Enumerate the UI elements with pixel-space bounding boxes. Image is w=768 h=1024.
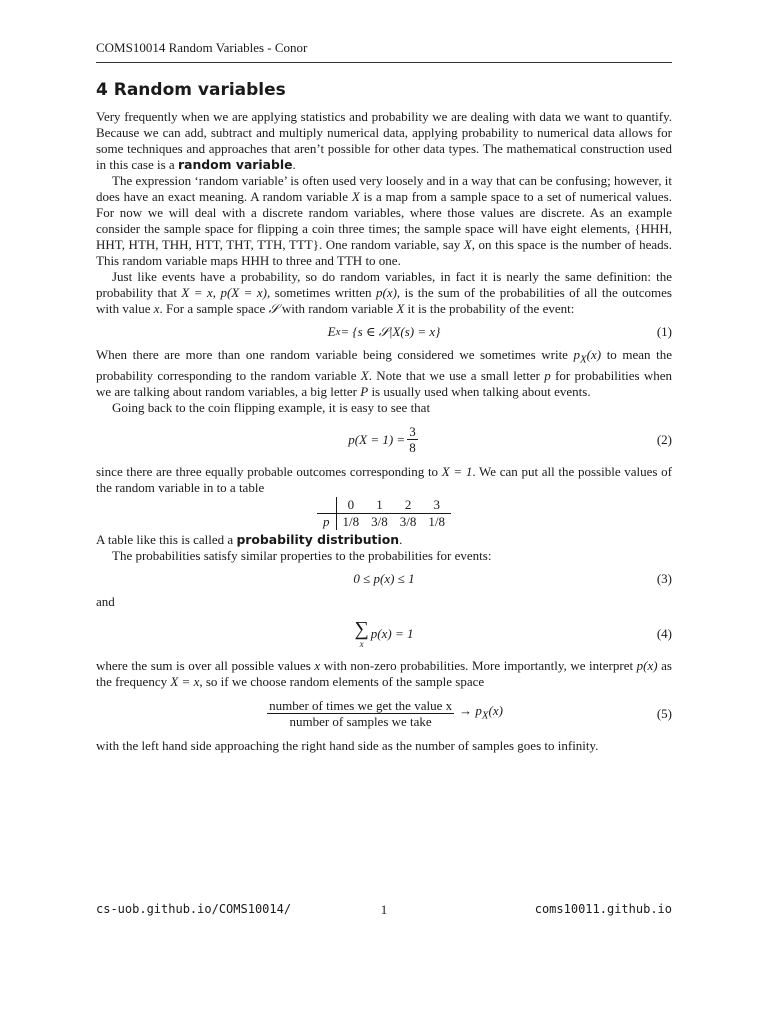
equation-number: (1) <box>656 324 672 339</box>
term-probability-distribution: probability distribution <box>236 531 400 547</box>
table-row <box>317 514 451 531</box>
math-var: X <box>360 367 369 383</box>
limit-arrow-expression <box>459 703 503 724</box>
equation-number: (2) <box>656 431 672 447</box>
equation-5 <box>96 690 672 738</box>
math-inline: p(x) <box>375 285 397 300</box>
math-var: X <box>463 237 472 252</box>
text-run: , is the sum of the probabilities of all the outcomes with value <box>96 285 672 316</box>
math-expression: 0 ≤ p(x) ≤ 1 <box>353 570 415 586</box>
table-corner-cell <box>317 497 336 514</box>
equation-4 <box>96 610 672 658</box>
paragraph-conclusion: with the left hand side approaching the right hand side as the number of samples goes to infinity. <box>96 737 599 753</box>
fraction-numerator: 3 <box>409 424 416 440</box>
paragraph-probability <box>96 269 672 317</box>
math-expression: → p <box>459 703 482 719</box>
fraction-denominator: 8 <box>409 440 416 456</box>
page-number: 1 <box>380 902 388 917</box>
math-var: x <box>153 301 160 316</box>
math-subscript: x <box>335 326 341 338</box>
text-run: with non-zero probabilities. More importantly, we interpret <box>320 657 637 673</box>
paragraph-and: and <box>96 593 115 609</box>
math-var: P <box>360 383 369 399</box>
paragraph-notation <box>96 347 672 400</box>
text-run: for probabilities when we are talking about random variables, a big letter <box>96 367 673 399</box>
table-cell: 3/8 <box>399 514 417 530</box>
text-run: to mean the probability corresponding to the random variable <box>96 347 672 383</box>
table-header-row <box>317 497 451 514</box>
table-row-label: p <box>317 514 336 531</box>
footer-site-link[interactable]: coms10011.github.io <box>534 902 672 916</box>
distribution-table-wrap <box>96 496 672 532</box>
summation-index: x <box>359 638 364 649</box>
text-run: . Note that we use a small letter <box>368 367 545 383</box>
math-subscript: X <box>580 353 587 366</box>
paragraph-properties: The probabilities satisfy similar properties to the probabilities for events: <box>112 547 492 563</box>
paragraph-frequency <box>96 658 672 690</box>
text-run: Just like events have a probability, so do random variables, in fact it is nearly the same definition: the probability that <box>96 269 672 300</box>
text-run: , so if we choose random elements of the sample space <box>199 673 485 689</box>
text-run: Very frequently when we are applying statistics and probability we are dealing with data we want to quantify. Because we can add, subtract and multiply numerical data, applying probability to numerical data allows for some techniques and approaches that aren’t possible for other data types. The mathematical construction used in this case is a <box>96 109 672 172</box>
term-random-variable: random variable <box>177 157 293 172</box>
text-run: . We can put all the possible values of the random variable in to a table <box>96 463 673 495</box>
text-run: , <box>212 285 221 300</box>
math-subscript: X <box>481 709 489 722</box>
equation-1 <box>96 317 672 347</box>
math-inline: X = x <box>181 285 213 300</box>
text-run: it is the probability of the event: <box>404 301 575 316</box>
text-run: The expression ‘random variable’ is often used very loosely and in a way that can be confusing; however, it does have an exact meaning. A random variable <box>96 173 672 204</box>
text-run: , on this space is the number of heads. This random variable maps HHH to three and TTH to one. <box>96 237 672 268</box>
math-var: (x) <box>488 703 503 719</box>
table-header-cell: 0 <box>336 497 365 514</box>
document-page <box>96 0 672 1024</box>
fraction <box>407 424 418 455</box>
math-var: X <box>351 189 360 204</box>
math-expression: p(x) = 1 <box>370 625 414 641</box>
math-var: 𝒮 <box>268 301 279 316</box>
math-var: p <box>544 367 551 383</box>
math-inline: p(X = x) <box>220 285 267 300</box>
text-run: When there are more than one random variable being considered we sometimes write <box>96 347 574 362</box>
text-run: A table like this is called a <box>96 531 237 547</box>
math-var: x <box>314 657 321 673</box>
sigma-symbol: ∑ <box>354 617 369 640</box>
text-run: since there are three equally probable outcomes corresponding to <box>96 463 442 479</box>
paragraph-definition <box>96 173 672 269</box>
table-cell: 1/8 <box>342 514 360 530</box>
math-var: X <box>396 301 405 316</box>
text-run: with random variable <box>278 301 397 316</box>
math-expression: p(X = 1) = <box>348 431 406 447</box>
paragraph-distribution <box>96 532 672 548</box>
text-run: is usually used when talking about events. <box>368 383 591 399</box>
math-var: E <box>327 324 336 339</box>
math-var: (x) <box>586 347 602 362</box>
text-run: where the sum is over all possible values <box>96 657 315 673</box>
math-var: p <box>573 347 581 362</box>
running-header: COMS10014 Random Variables - Conor <box>96 40 308 55</box>
section-title: 4 Random variables <box>96 80 286 100</box>
fraction-denominator: number of samples we take <box>289 714 432 730</box>
equation-3 <box>96 564 672 594</box>
math-inline: X = 1 <box>441 463 473 479</box>
table-header-cell: 1 <box>365 497 394 514</box>
text-run: , sometimes written <box>266 285 376 300</box>
equation-2 <box>96 416 672 464</box>
text-run: . <box>292 157 296 172</box>
table-header-cell: 2 <box>394 497 423 514</box>
paragraph-coin-example: Going back to the coin flipping example, it is easy to see that <box>112 399 431 415</box>
table-cell: 1/8 <box>428 514 445 530</box>
text-run: as the frequency <box>96 657 672 689</box>
header-rule <box>96 62 672 63</box>
footer-course-link[interactable]: cs-uob.github.io/COMS10014/ <box>96 902 292 916</box>
equation-number: (3) <box>656 570 672 586</box>
summation <box>355 619 369 649</box>
text-run: . <box>399 531 403 547</box>
paragraph-intro <box>96 109 672 173</box>
equation-number: (5) <box>656 705 672 721</box>
body-text <box>96 109 672 754</box>
text-run: is a map from a sample space to a set of numerical values. For now we will deal with a discrete random variables, where those values are discrete. As an example consider the sample space for flipping a coin three times; the sample space will have eight elements, {HHH, HHT, HTH, THH, HTT, THT, TTH, TTT}. One random variable, say <box>96 189 672 252</box>
probability-distribution-table <box>317 497 451 530</box>
table-header-cell: 3 <box>422 497 451 514</box>
fraction-numerator: number of times we get the value x <box>269 698 453 714</box>
table-cell: 3/8 <box>371 514 388 530</box>
math-inline: p(x) <box>636 657 658 673</box>
equation-number: (4) <box>656 625 672 641</box>
paragraph-since <box>96 464 672 496</box>
text-run: . For a sample space <box>159 301 269 316</box>
math-inline: X = x <box>170 673 200 689</box>
math-expression: = {s ∈ 𝒮|X(s) = x} <box>340 324 441 339</box>
fraction <box>267 698 454 729</box>
